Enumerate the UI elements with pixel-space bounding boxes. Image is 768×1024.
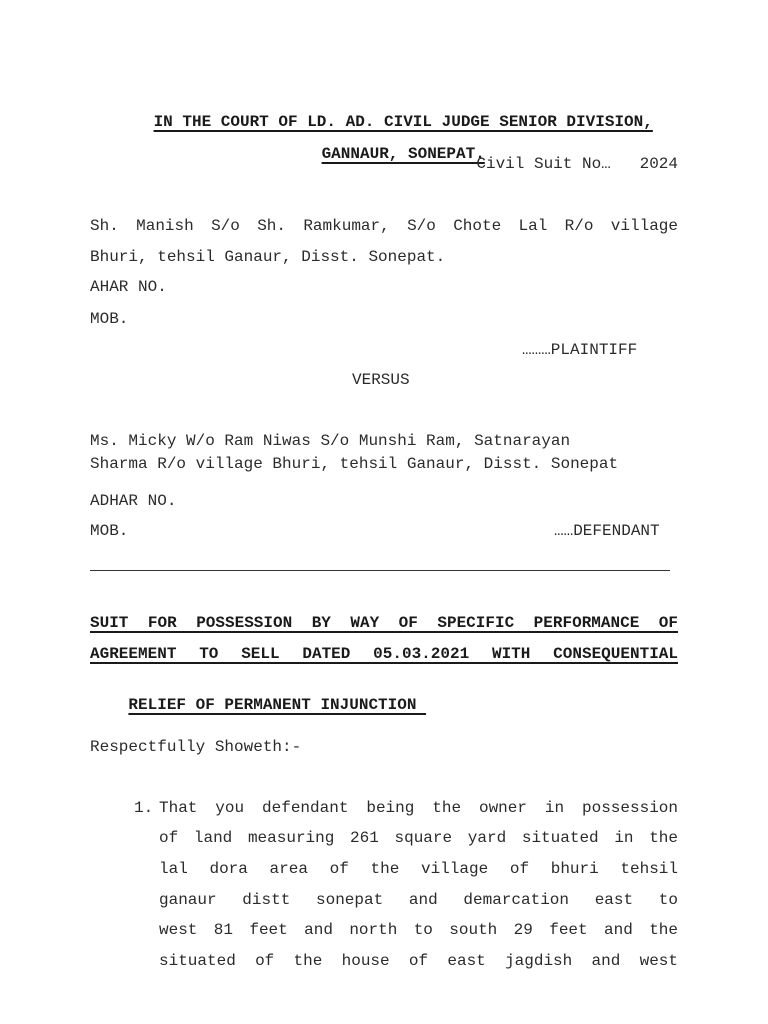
paragraph-1-line: lal dora area of the village of bhuri tehsil bbox=[159, 860, 678, 878]
defendant-address-line1: Ms. Micky W/o Ram Niwas S/o Munshi Ram, Satnarayan bbox=[90, 432, 571, 450]
plaintiff-aadhar: AHAR NO. bbox=[90, 278, 167, 296]
plaintiff-address-line1: Sh. Manish S/o Sh. Ramkumar, S/o Chote Lal R/o village bbox=[90, 217, 678, 235]
civil-suit-number: Civil Suit No… 2024 bbox=[476, 155, 678, 173]
salutation: Respectfully Showeth:- bbox=[90, 738, 302, 756]
plaintiff-mobile: MOB. bbox=[90, 310, 129, 328]
paragraph-1-line: That you defendant being the owner in possession bbox=[159, 799, 678, 817]
plaintiff-address-line2: Bhuri, tehsil Ganaur, Disst. Sonepat. bbox=[90, 248, 446, 266]
suit-title-line2-text: AGREEMENT TO SELL DATED 05.03.2021 WITH CONSEQUENTIAL bbox=[90, 645, 678, 663]
versus-label: VERSUS bbox=[352, 371, 410, 389]
defendant-label: ……DEFENDANT bbox=[554, 522, 660, 540]
suit-title-line1 bbox=[90, 613, 678, 633]
paragraph-1-number: 1. bbox=[134, 799, 154, 817]
suit-title-line3-text: RELIEF OF PERMANENT INJUNCTION bbox=[128, 696, 427, 714]
paragraph-1-line: ganaur distt sonepat and demarcation east to bbox=[159, 891, 678, 909]
suit-title-line3 bbox=[90, 675, 678, 735]
defendant-aadhar: ADHAR NO. bbox=[90, 492, 177, 510]
paragraph-1-line: west 81 feet and north to south 29 feet and the bbox=[159, 921, 678, 939]
paragraph-1-line: of land measuring 261 square yard situated in the bbox=[159, 829, 678, 847]
suit-title-line2 bbox=[90, 644, 678, 664]
separator-line bbox=[90, 570, 670, 571]
paragraph-1-line: situated of the house of east jagdish and west bbox=[159, 952, 678, 970]
defendant-mobile: MOB. bbox=[90, 522, 129, 540]
defendant-address-line2: Sharma R/o village Bhuri, tehsil Ganaur, Disst. Sonepat bbox=[90, 455, 619, 473]
plaintiff-label: ………PLAINTIFF bbox=[522, 341, 638, 359]
court-heading-line2-text: GANNAUR, SONEPAT. bbox=[321, 145, 485, 163]
court-heading-line1-text: IN THE COURT OF LD. AD. CIVIL JUDGE SENIOR DIVISION, bbox=[153, 113, 653, 131]
suit-title-line1-text: SUIT FOR POSSESSION BY WAY OF SPECIFIC PERFORMANCE OF bbox=[90, 614, 678, 632]
